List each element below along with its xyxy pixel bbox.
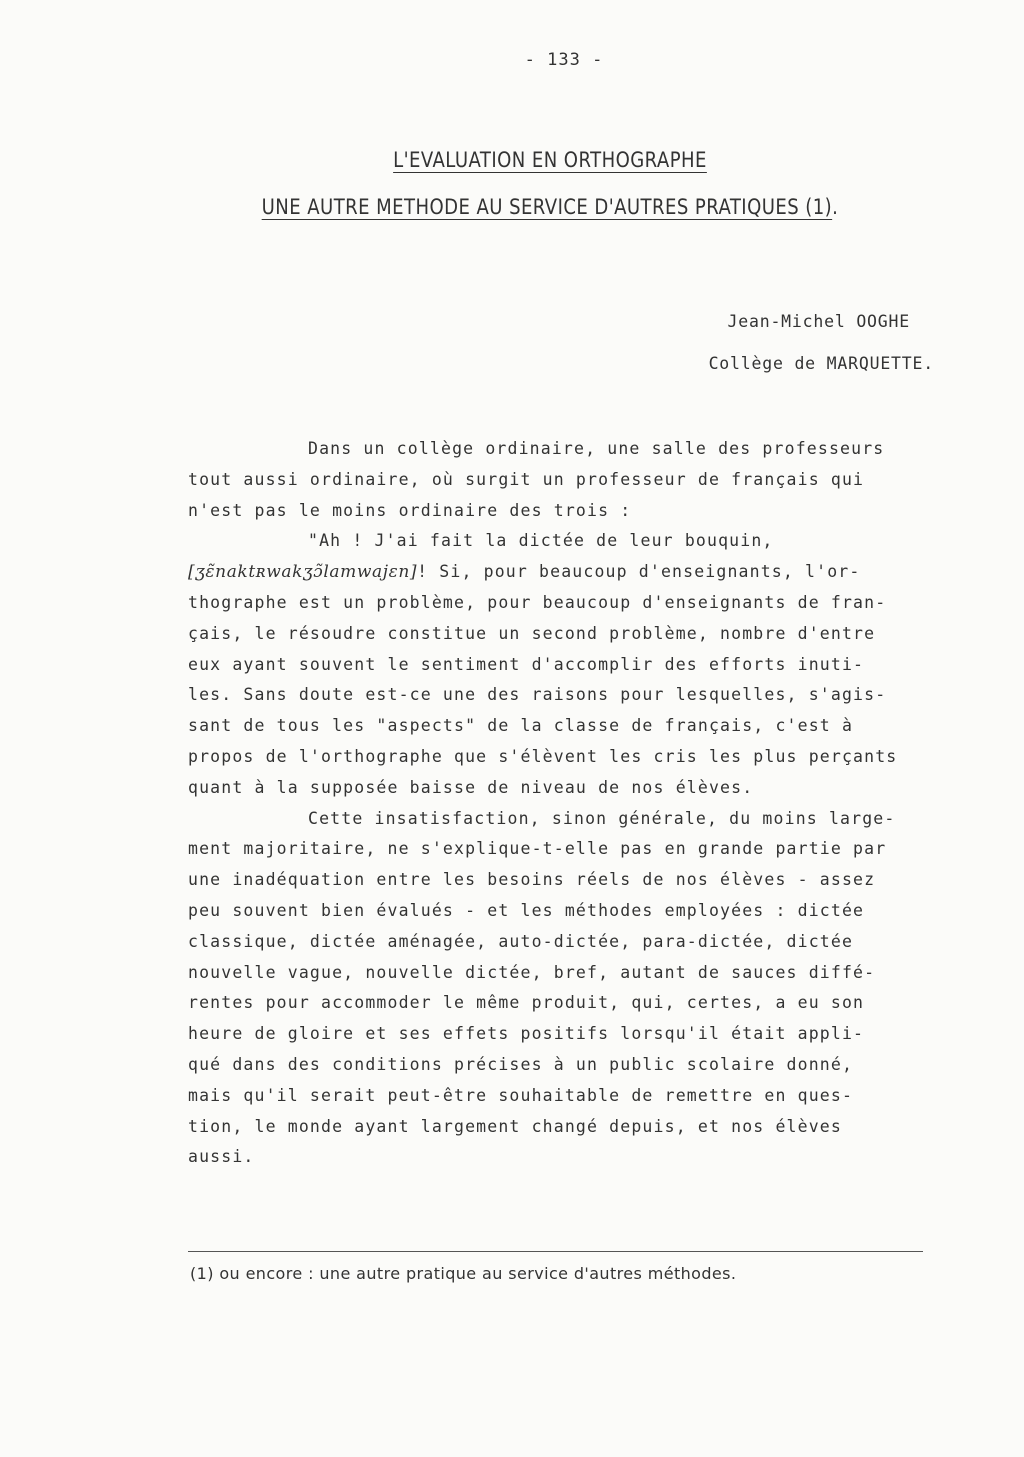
body-line: sant de tous les "aspects" de la classe de français, c'est à xyxy=(188,716,854,736)
body-line: heure de gloire et ses effets positifs lorsqu'il était appli- xyxy=(188,1024,865,1044)
body-line: aussi. xyxy=(188,1147,255,1167)
body-line-with-phonetic xyxy=(188,557,973,588)
body-line: tion, le monde ayant largement changé depuis, et nos élèves xyxy=(188,1116,842,1136)
body-line: "Ah ! J'ai fait la dictée de leur bouquin, xyxy=(308,531,774,551)
footnote: (1) ou encore : une autre pratique au service d'autres méthodes. xyxy=(190,1264,737,1283)
body-line: peu souvent bien évalués - et les méthodes employées : dictée xyxy=(188,900,865,920)
body-line: quant à la supposée baisse de niveau de nos élèves. xyxy=(188,777,754,797)
title-line-2 xyxy=(77,195,1023,219)
body-line: qué dans des conditions précises à un public scolaire donné, xyxy=(188,1054,854,1074)
body-line: çais, le résoudre constitue un second problème, nombre d'entre xyxy=(188,623,876,643)
author-college: Collège de MARQUETTE. xyxy=(708,354,934,373)
body-line: les. Sans doute est-ce une des raisons pour lesquelles, s'agis- xyxy=(188,685,887,705)
body-line: n'est pas le moins ordinaire des trois : xyxy=(188,500,632,520)
title-line-2-text: UNE AUTRE METHODE AU SERVICE D'AUTRES PRATIQUES (1) xyxy=(261,195,833,219)
body-line: eux ayant souvent le sentiment d'accomplir des efforts inuti- xyxy=(188,654,865,674)
body-line: nouvelle vague, nouvelle dictée, bref, autant de sauces diffé- xyxy=(188,962,876,982)
body-line: thographe est un problème, pour beaucoup d'enseignants de fran- xyxy=(188,592,887,612)
body-line: classique, dictée aménagée, auto-dictée, para-dictée, dictée xyxy=(188,931,854,951)
footnote-divider xyxy=(188,1251,923,1252)
title-line-2-period: . xyxy=(832,195,839,219)
phonetic-transcription: [ʒɛ̃naktʀwakʒɔ̃lamwajɛn] xyxy=(188,562,418,583)
body-line-text: ! Si, pour beaucoup d'enseignants, l'or- xyxy=(417,562,861,582)
page-number: - 133 - xyxy=(524,50,604,70)
author-name: Jean-Michel OOGHE xyxy=(727,312,910,331)
title-line-1 xyxy=(77,148,1023,172)
body-line: propos de l'orthographe que s'élèvent les cris les plus perçants xyxy=(188,746,898,766)
body-line: Dans un collège ordinaire, une salle des professeurs xyxy=(308,439,885,458)
title-line-1-text: L'EVALUATION EN ORTHOGRAPHE xyxy=(393,148,707,172)
body-line: mais qu'il serait peut-être souhaitable de remettre en ques- xyxy=(188,1085,854,1105)
body-text xyxy=(188,434,973,1173)
body-line: ment majoritaire, ne s'explique-t-elle pas en grande partie par xyxy=(188,839,887,859)
body-line: Cette insatisfaction, sinon générale, du moins large- xyxy=(308,808,896,828)
body-line: rentes pour accommoder le même produit, qui, certes, a eu son xyxy=(188,993,865,1013)
body-line: une inadéquation entre les besoins réels de nos élèves - assez xyxy=(188,870,876,890)
body-line: tout aussi ordinaire, où surgit un professeur de français qui xyxy=(188,469,865,489)
